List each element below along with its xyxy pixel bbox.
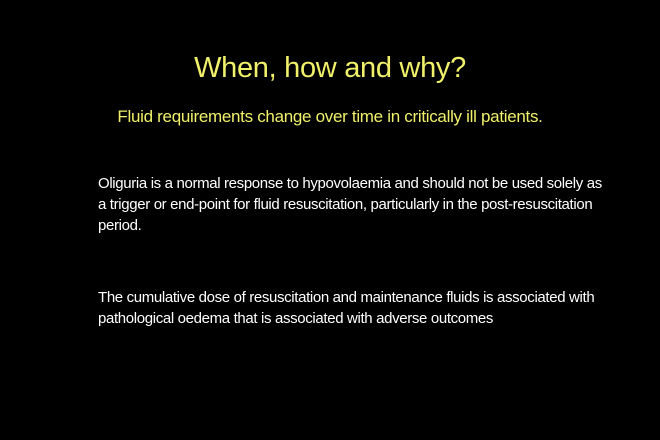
paragraph-line: Oliguria is a normal response to hypovolaemia and should not be used solely as — [98, 175, 602, 192]
slide-title: When, how and why? — [194, 52, 466, 84]
slide-subtitle: Fluid requirements change over time in critically ill patients. — [117, 107, 543, 126]
paragraph-line: period. — [98, 217, 142, 234]
paragraph-line: a trigger or end-point for fluid resuscitation, particularly in the post-resuscitation — [98, 196, 593, 213]
paragraph-line: The cumulative dose of resuscitation and maintenance fluids is associated with — [98, 289, 595, 306]
oliguria-paragraph — [98, 173, 608, 236]
cumulative-dose-paragraph — [98, 287, 608, 329]
paragraph-line: pathological oedema that is associated with adverse outcomes — [98, 310, 494, 327]
